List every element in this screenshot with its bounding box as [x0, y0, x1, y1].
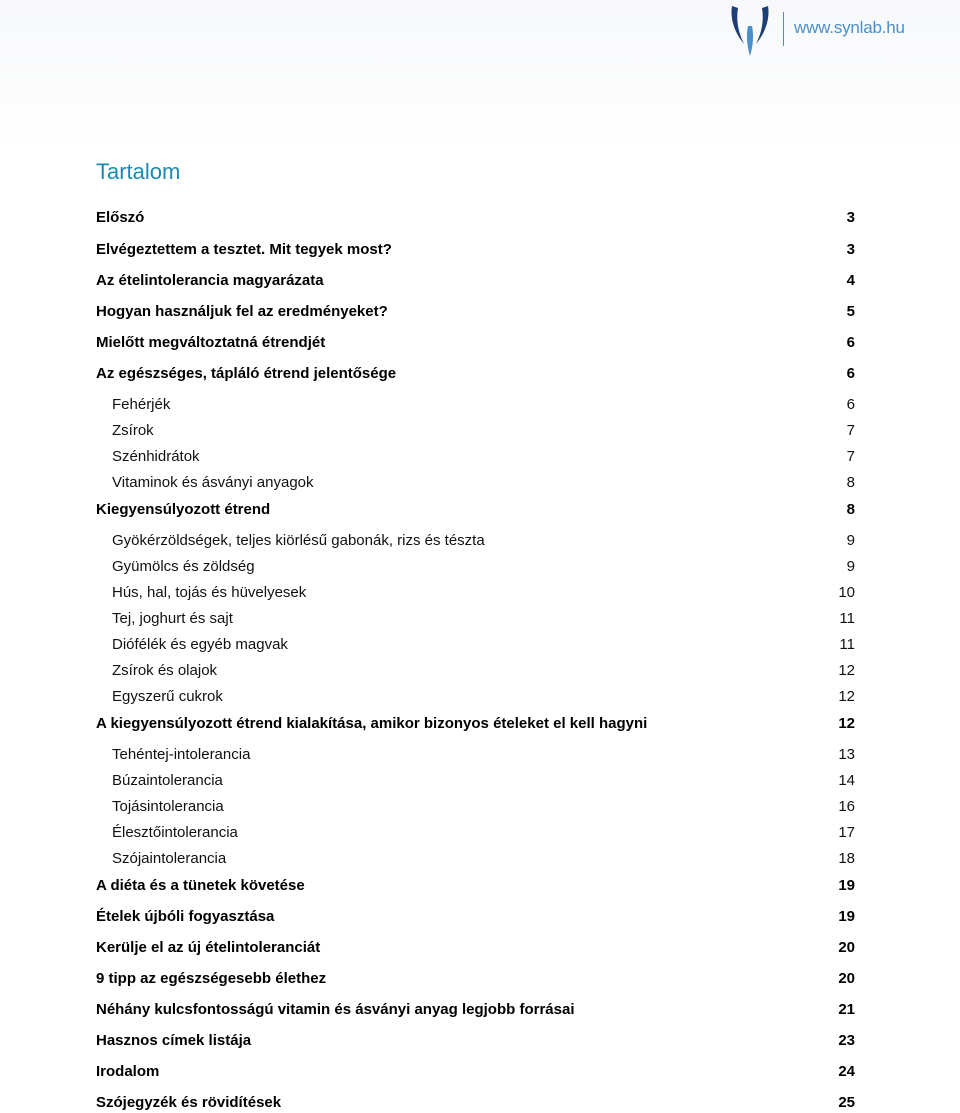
toc-entry-label: Tojásintolerancia: [112, 798, 224, 815]
toc-entry-label: Hús, hal, tojás és hüvelyesek: [112, 584, 307, 601]
toc-entry[interactable]: [112, 447, 855, 467]
toc-entry-label: Fehérjék: [112, 396, 171, 413]
toc-entry-page: 12: [838, 715, 855, 732]
toc-entry[interactable]: [96, 969, 855, 989]
toc-entry-page: 6: [846, 396, 855, 413]
toc-entry[interactable]: [96, 208, 855, 228]
toc-entry-label: A diéta és a tünetek követése: [96, 877, 305, 894]
toc-entry[interactable]: [112, 661, 855, 681]
toc-entry-label: Hogyan használjuk fel az eredményeket?: [96, 303, 388, 320]
toc-entry-label: Zsírok: [112, 422, 154, 439]
toc-entry[interactable]: [112, 635, 855, 655]
toc-entry-page: 12: [838, 688, 855, 705]
toc-entry-page: 4: [846, 272, 855, 289]
toc-entry-label: Gyökérzöldségek, teljes kiörlésű gabonák, rizs és tészta: [112, 532, 485, 549]
toc-entry[interactable]: [96, 1062, 855, 1082]
toc-entry-label: Előszó: [96, 209, 145, 226]
toc-entry-page: 8: [846, 501, 855, 518]
toc-entry-page: 20: [838, 939, 855, 956]
toc-entry[interactable]: [96, 271, 855, 291]
toc-entry-page: 3: [846, 209, 855, 226]
toc-entry-label: Élesztőintolerancia: [112, 824, 238, 841]
toc-entry-label: Gyümölcs és zöldség: [112, 558, 255, 575]
toc-entry-label: Tehéntej-intolerancia: [112, 746, 251, 763]
toc-entry-label: A kiegyensúlyozott étrend kialakítása, amikor bizonyos ételeket el kell hagyni: [96, 715, 648, 732]
toc-entry-label: Ételek újbóli fogyasztása: [96, 908, 275, 925]
toc-entry[interactable]: [112, 531, 855, 551]
toc-entry-label: Tej, joghurt és sajt: [112, 610, 233, 627]
toc-entry[interactable]: [112, 745, 855, 765]
toc-entry-page: 19: [838, 877, 855, 894]
toc-entry-page: 20: [838, 970, 855, 987]
toc-entry[interactable]: [96, 1031, 855, 1051]
toc-entry-page: 7: [846, 422, 855, 439]
toc-title: Tartalom: [96, 159, 181, 184]
toc-entry[interactable]: [96, 302, 855, 322]
toc-entry[interactable]: [112, 395, 855, 415]
toc-entry[interactable]: [112, 771, 855, 791]
toc-entry-label: Néhány kulcsfontosságú vitamin és ásványi anyag legjobb forrásai: [96, 1001, 575, 1018]
toc-entry-label: Szójegyzék és rövidítések: [96, 1094, 282, 1111]
toc-entry-label: Diófélék és egyéb magvak: [112, 636, 288, 653]
toc-entry-page: 21: [838, 1001, 855, 1018]
toc-entry-label: Búzaintolerancia: [112, 772, 223, 789]
toc-entry-label: Kiegyensúlyozott étrend: [96, 501, 271, 518]
toc-entry[interactable]: [112, 823, 855, 843]
toc-entry[interactable]: [112, 687, 855, 707]
toc-entry-page: 11: [839, 636, 855, 653]
toc-entry-page: 13: [838, 746, 855, 763]
toc-entry-label: Hasznos címek listája: [96, 1032, 252, 1049]
toc-entry-label: Irodalom: [96, 1063, 160, 1080]
toc-entry-page: 8: [846, 474, 855, 491]
toc-entry-page: 9: [846, 532, 855, 549]
toc-entry[interactable]: [112, 849, 855, 869]
toc-entry[interactable]: [112, 421, 855, 441]
toc-entry[interactable]: [96, 364, 855, 384]
toc-entry[interactable]: [96, 1000, 855, 1020]
toc-entry-page: 11: [839, 610, 855, 627]
toc-entry-page: 25: [838, 1094, 855, 1111]
toc-entry-page: 19: [838, 908, 855, 925]
toc-entry-page: 10: [838, 584, 855, 601]
toc-entry-page: 16: [838, 798, 855, 815]
toc-entry-label: Elvégeztettem a tesztet. Mit tegyek most?: [96, 241, 392, 258]
toc-entry-page: 9: [846, 558, 855, 575]
toc-entry-label: 9 tipp az egészségesebb élethez: [96, 970, 327, 987]
toc-entry-page: 7: [846, 448, 855, 465]
toc-entry-label: Az egészséges, tápláló étrend jelentősége: [96, 365, 397, 382]
toc-entry-page: 5: [846, 303, 855, 320]
toc-entry[interactable]: [112, 609, 855, 629]
toc-entry-label: Szénhidrátok: [112, 448, 200, 465]
toc-entry-page: 23: [838, 1032, 855, 1049]
toc-entry[interactable]: [96, 876, 855, 896]
toc-entry[interactable]: [96, 1093, 855, 1113]
toc-entry[interactable]: [112, 797, 855, 817]
toc-entry[interactable]: [112, 557, 855, 577]
toc-entry[interactable]: [96, 333, 855, 353]
toc-entry[interactable]: [112, 583, 855, 603]
toc-entry-label: Vitaminok és ásványi anyagok: [112, 474, 314, 491]
toc-entry-page: 24: [838, 1063, 855, 1080]
toc-entry-page: 18: [838, 850, 855, 867]
toc-entry[interactable]: [112, 473, 855, 493]
toc-entry[interactable]: [96, 500, 855, 520]
toc-entry-label: Zsírok és olajok: [112, 662, 218, 679]
toc-entry-label: Kerülje el az új ételintoleranciát: [96, 939, 321, 956]
toc-entry-page: 14: [838, 772, 855, 789]
toc-entry-label: Az ételintolerancia magyarázata: [96, 272, 324, 289]
toc-entry-label: Mielőtt megváltoztatná étrendjét: [96, 334, 326, 351]
toc-entry[interactable]: [96, 938, 855, 958]
toc-entry[interactable]: [96, 714, 855, 734]
toc-entry-page: 3: [846, 241, 855, 258]
toc-entry-page: 6: [846, 334, 855, 351]
toc-entry-page: 6: [846, 365, 855, 382]
toc-entry-page: 12: [838, 662, 855, 679]
toc-entry[interactable]: [96, 907, 855, 927]
toc-entry-label: Egyszerű cukrok: [112, 688, 223, 705]
website-url[interactable]: www.synlab.hu: [794, 18, 905, 37]
toc-entry[interactable]: [96, 240, 855, 260]
toc-entry-label: Szójaintolerancia: [112, 850, 227, 867]
toc-entry-page: 17: [838, 824, 855, 841]
